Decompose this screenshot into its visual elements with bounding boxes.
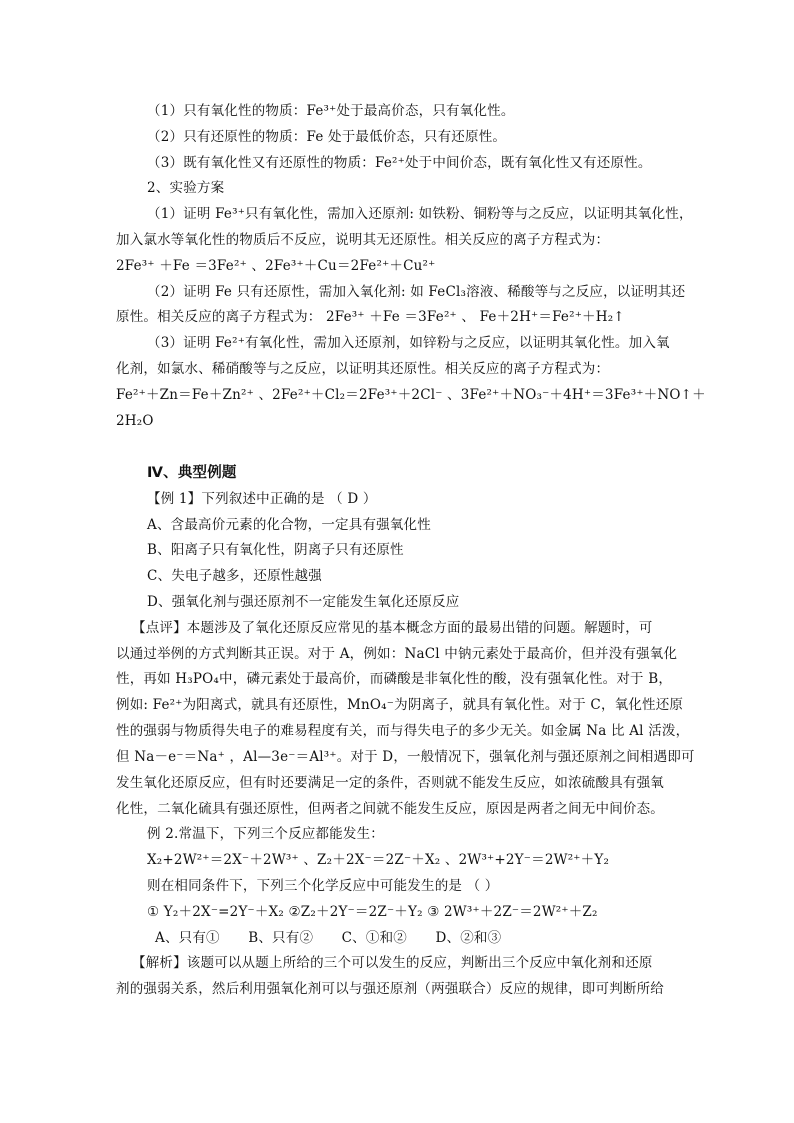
example-2-question: 例 2.常温下，下列三个反应都能发生： <box>147 826 384 842</box>
text-line: （1）证明 Fe³⁺只有氧化性，需加入还原剂: 如铁粉、铜粉等与之反应，以证明其氧化性， <box>147 206 693 222</box>
equation-line: ① Y₂＋2X⁻=2Y⁻＋X₂ ②Z₂＋2Y⁻＝2Z⁻＋Y₂ ③ 2W³⁺＋2Z⁻＝2W²⁺＋Z₂ <box>147 904 598 920</box>
option-b: B、阳离子只有氧化性，阴离子只有还原性 <box>147 542 404 558</box>
text-line: （3）证明 Fe²⁺有氧化性，需加入还原剂，如锌粉与之反应，以证明其氧化性。加入氧 <box>147 335 670 351</box>
text-line: （2）证明 Fe 只有还原性，需加入氧化剂: 如 FeCl₃溶液、稀酸等与之反应，以证明其还 <box>147 284 686 300</box>
commentary-line: 【点评】本题涉及了氧化还原反应常见的基本概念方面的最易出错的问题。解题时，可 <box>132 620 653 636</box>
text-line: 原性。相关反应的离子方程式为： 2Fe³⁺ ＋Fe ＝3Fe²⁺ 、 Fe＋2H⁺＝Fe²⁺＋H₂↑ <box>116 309 625 325</box>
option-d: D、强氧化剂与强还原剂不一定能发生氧化还原反应 <box>147 594 460 610</box>
analysis-line: 【解析】该题可以从题上所给的三个可以发生的反应，判断出三个反应中氧化剂和还原 <box>132 955 653 971</box>
commentary-line: 例如: Fe²⁺为阳离式，就具有还原性，MnO₄⁻为阴离子，就具有氧化性。对于 C，氧化性还原 <box>116 697 684 713</box>
text-line: 则在相同条件下，下列三个化学反应中可能发生的是 （ ） <box>147 878 499 894</box>
option-c: C、失电子越多，还原性越强 <box>147 568 322 584</box>
text-line: 加入氯水等氧化性的物质后不反应，说明其无还原性。相关反应的离子方程式为： <box>116 232 610 248</box>
equation-line: 2H₂O <box>116 413 154 429</box>
commentary-line: 性，再如 H₃PO₄中，磷元素处于最高价，而磷酸是非氧化性的酸，没有强氧化性。对于 B， <box>116 671 673 687</box>
commentary-line: 但 Na－e⁻＝Na⁺ ，Al—3e⁻＝Al³⁺。对于 D，一般情况下，强氧化剂与强还原剂之间相遇即可 <box>116 749 695 765</box>
analysis-line: 剂的强弱关系，然后利用强氧化剂可以与强还原剂（两强联合）反应的规律，即可判断所给 <box>116 981 664 997</box>
equation-line: Fe²⁺＋Zn＝Fe＋Zn²⁺ 、2Fe²⁺＋Cl₂＝2Fe³⁺＋2Cl⁻ 、3Fe²⁺＋NO₃⁻＋4H⁺＝3Fe³⁺＋NO↑＋ <box>116 387 706 403</box>
option-a: A、含最高价元素的化合物，一定具有强氧化性 <box>147 517 431 533</box>
text-line: （1）只有氧化性的物质：Fe³⁺处于最高价态，只有氧化性。 <box>147 103 515 119</box>
equation-line: X₂+2W²⁺＝2X⁻＋2W³⁺ 、Z₂＋2X⁻＝2Z⁻＋X₂ 、2W³⁺+2Y⁻＝2W²⁺＋Y₂ <box>147 852 610 868</box>
commentary-line: 发生氧化还原反应，但有时还要满足一定的条件，否则就不能发生反应，如浓硫酸具有强氧 <box>116 775 664 791</box>
equation-line: 2Fe³⁺ ＋Fe ＝3Fe²⁺ 、2Fe³⁺＋Cu＝2Fe²⁺＋Cu²⁺ <box>116 258 436 274</box>
section-heading: Ⅳ、典型例题 <box>147 465 237 481</box>
section-subtitle: 2、实验方案 <box>147 180 225 196</box>
answer-options: A、只有① B、只有② C、①和② D、②和③ <box>155 930 502 946</box>
commentary-line: 以通过举例的方式判断其正误。对于 A，例如：NaCl 中钠元素处于最高价，但并没有强氧化 <box>116 646 678 662</box>
text-line: （2）只有还原性的物质：Fe 处于最低价态，只有还原性。 <box>147 129 507 145</box>
text-line: （3）既有氧化性又有还原性的物质：Fe²⁺处于中间价态，既有氧化性又有还原性。 <box>147 155 652 171</box>
example-1-question: 【例 1】下列叙述中正确的是 （ D ） <box>147 491 377 507</box>
commentary-line: 性的强弱与物质得失电子的难易程度有关，而与得失电子的多少无关。如金属 Na 比 Al 活泼， <box>116 723 690 739</box>
commentary-line: 化性，二氧化硫具有强还原性，但两者之间就不能发生反应，原因是两者之间无中间价态。 <box>116 801 664 817</box>
text-line: 化剂，如氯水、稀硝酸等与之反应，以证明其还原性。相关反应的离子方程式为： <box>116 361 610 377</box>
